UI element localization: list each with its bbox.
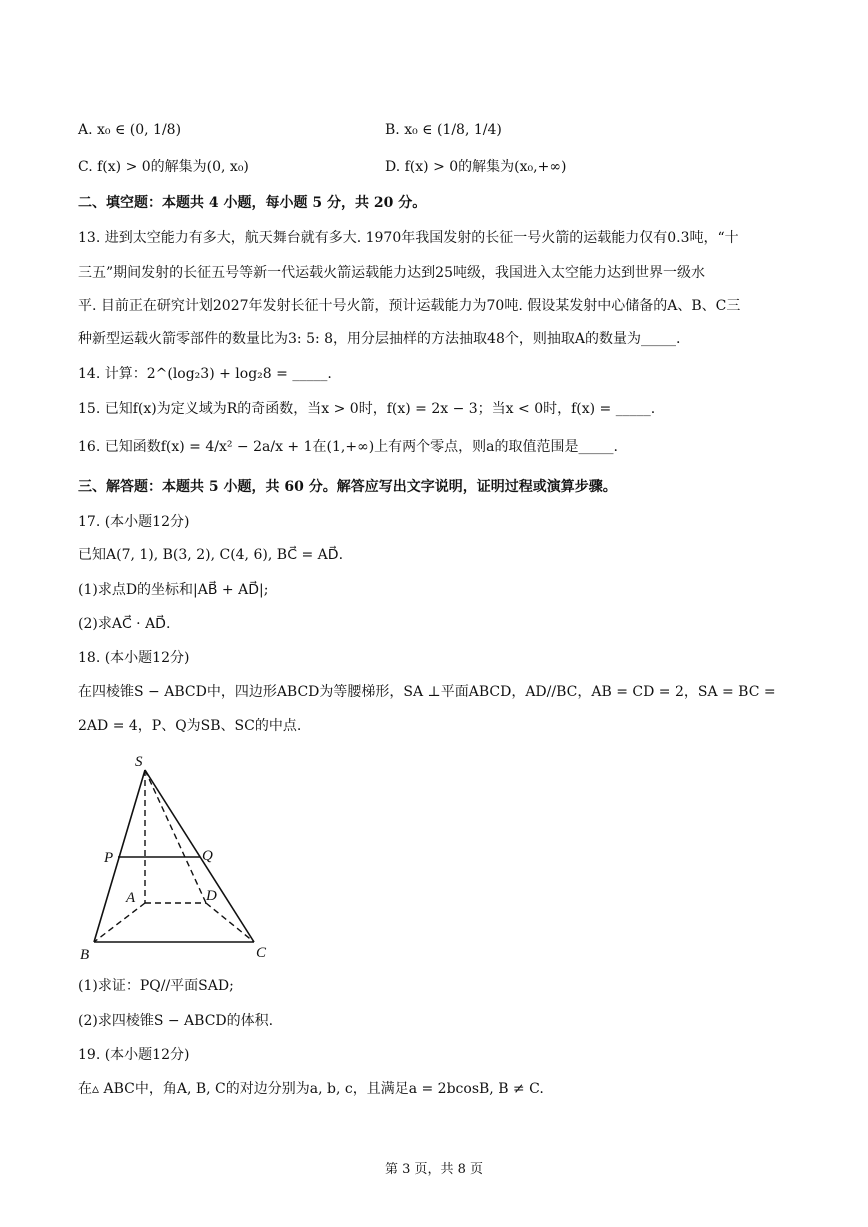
pyramid-figure bbox=[78, 750, 278, 965]
q18-part2: (2)求四棱锥S − ABCD的体积. bbox=[78, 1013, 274, 1029]
q19-line1: 在▵ ABC中，角A, B, C的对边分别为a, b, c，且满足a = 2bcosB, B ≠ C. bbox=[78, 1081, 544, 1097]
label-q: Q bbox=[202, 848, 213, 864]
q16: 16. 已知函数f(x) = 4/x² − 2a/x + 1在(1,+∞)上有两个零点，则a的取值范围是_____. bbox=[78, 439, 618, 455]
section3-heading: 三、解答题：本题共 5 小题，共 60 分。解答应写出文字说明，证明过程或演算步骤。 bbox=[78, 479, 617, 495]
edge-sd bbox=[145, 770, 206, 903]
q17-header: 17. (本小题12分) bbox=[78, 514, 190, 530]
label-c: C bbox=[256, 945, 267, 961]
option-a: A. x₀ ∈ (0, 1/8) bbox=[78, 122, 182, 138]
q18-header: 18. (本小题12分) bbox=[78, 650, 190, 666]
edge-sb bbox=[94, 770, 145, 942]
q17-given: 已知A(7, 1), B(3, 2), C(4, 6), BC⃗ = AD⃗. bbox=[78, 547, 344, 563]
label-s: S bbox=[135, 754, 143, 770]
q18-part1: (1)求证：PQ//平面SAD; bbox=[78, 978, 234, 994]
edge-dc bbox=[206, 903, 254, 942]
edge-sc bbox=[145, 770, 254, 942]
q13-line3: 平. 目前正在研究计划2027年发射长征十号火箭，预计运载能力为70吨. 假设某发射中心储备的A、B、C三 bbox=[78, 298, 741, 314]
q15: 15. 已知f(x)为定义域为R的奇函数，当x > 0时，f(x) = 2x − 3；当x < 0时，f(x) = _____. bbox=[78, 401, 656, 417]
q13-line4: 种新型运载火箭零部件的数量比为3: 5: 8，用分层抽样的方法抽取48个，则抽取A的数量为_____. bbox=[78, 331, 681, 347]
q14: 14. 计算：2^(log₂3) + log₂8 = _____. bbox=[78, 366, 332, 382]
q17-part1: (1)求点D的坐标和|AB⃗ + AD⃗|; bbox=[78, 582, 269, 598]
edge-ab bbox=[94, 903, 145, 942]
q13-line1: 13. 进到太空能力有多大，航天舞台就有多大. 1970年我国发射的长征一号火箭的运载能力仅有0.3吨，“十 bbox=[78, 230, 739, 246]
q13-line2: 三五”期间发射的长征五号等新一代运载火箭运载能力达到25吨级，我国进入太空能力达到世界一级水 bbox=[78, 265, 705, 281]
option-b: B. x₀ ∈ (1/8, 1/4) bbox=[385, 122, 502, 138]
label-b: B bbox=[80, 947, 90, 963]
q18-line2: 2AD = 4，P、Q为SB、SC的中点. bbox=[78, 718, 302, 734]
label-d: D bbox=[206, 888, 217, 904]
label-a: A bbox=[126, 890, 136, 906]
label-p: P bbox=[104, 850, 114, 866]
option-d: D. f(x) > 0的解集为(x₀,+∞) bbox=[385, 159, 567, 175]
section2-heading: 二、填空题：本题共 4 小题，每小题 5 分，共 20 分。 bbox=[78, 195, 427, 211]
q18-line1: 在四棱锥S − ABCD中，四边形ABCD为等腰梯形，SA ⊥平面ABCD，AD//BC，AB = CD = 2，SA = BC = bbox=[78, 684, 776, 700]
option-c: C. f(x) > 0的解集为(0, x₀) bbox=[78, 159, 249, 175]
q17-part2: (2)求AC⃗ · AD⃗. bbox=[78, 616, 171, 632]
page-footer: 第 3 页，共 8 页 bbox=[384, 1162, 484, 1177]
q19-header: 19. (本小题12分) bbox=[78, 1047, 190, 1063]
